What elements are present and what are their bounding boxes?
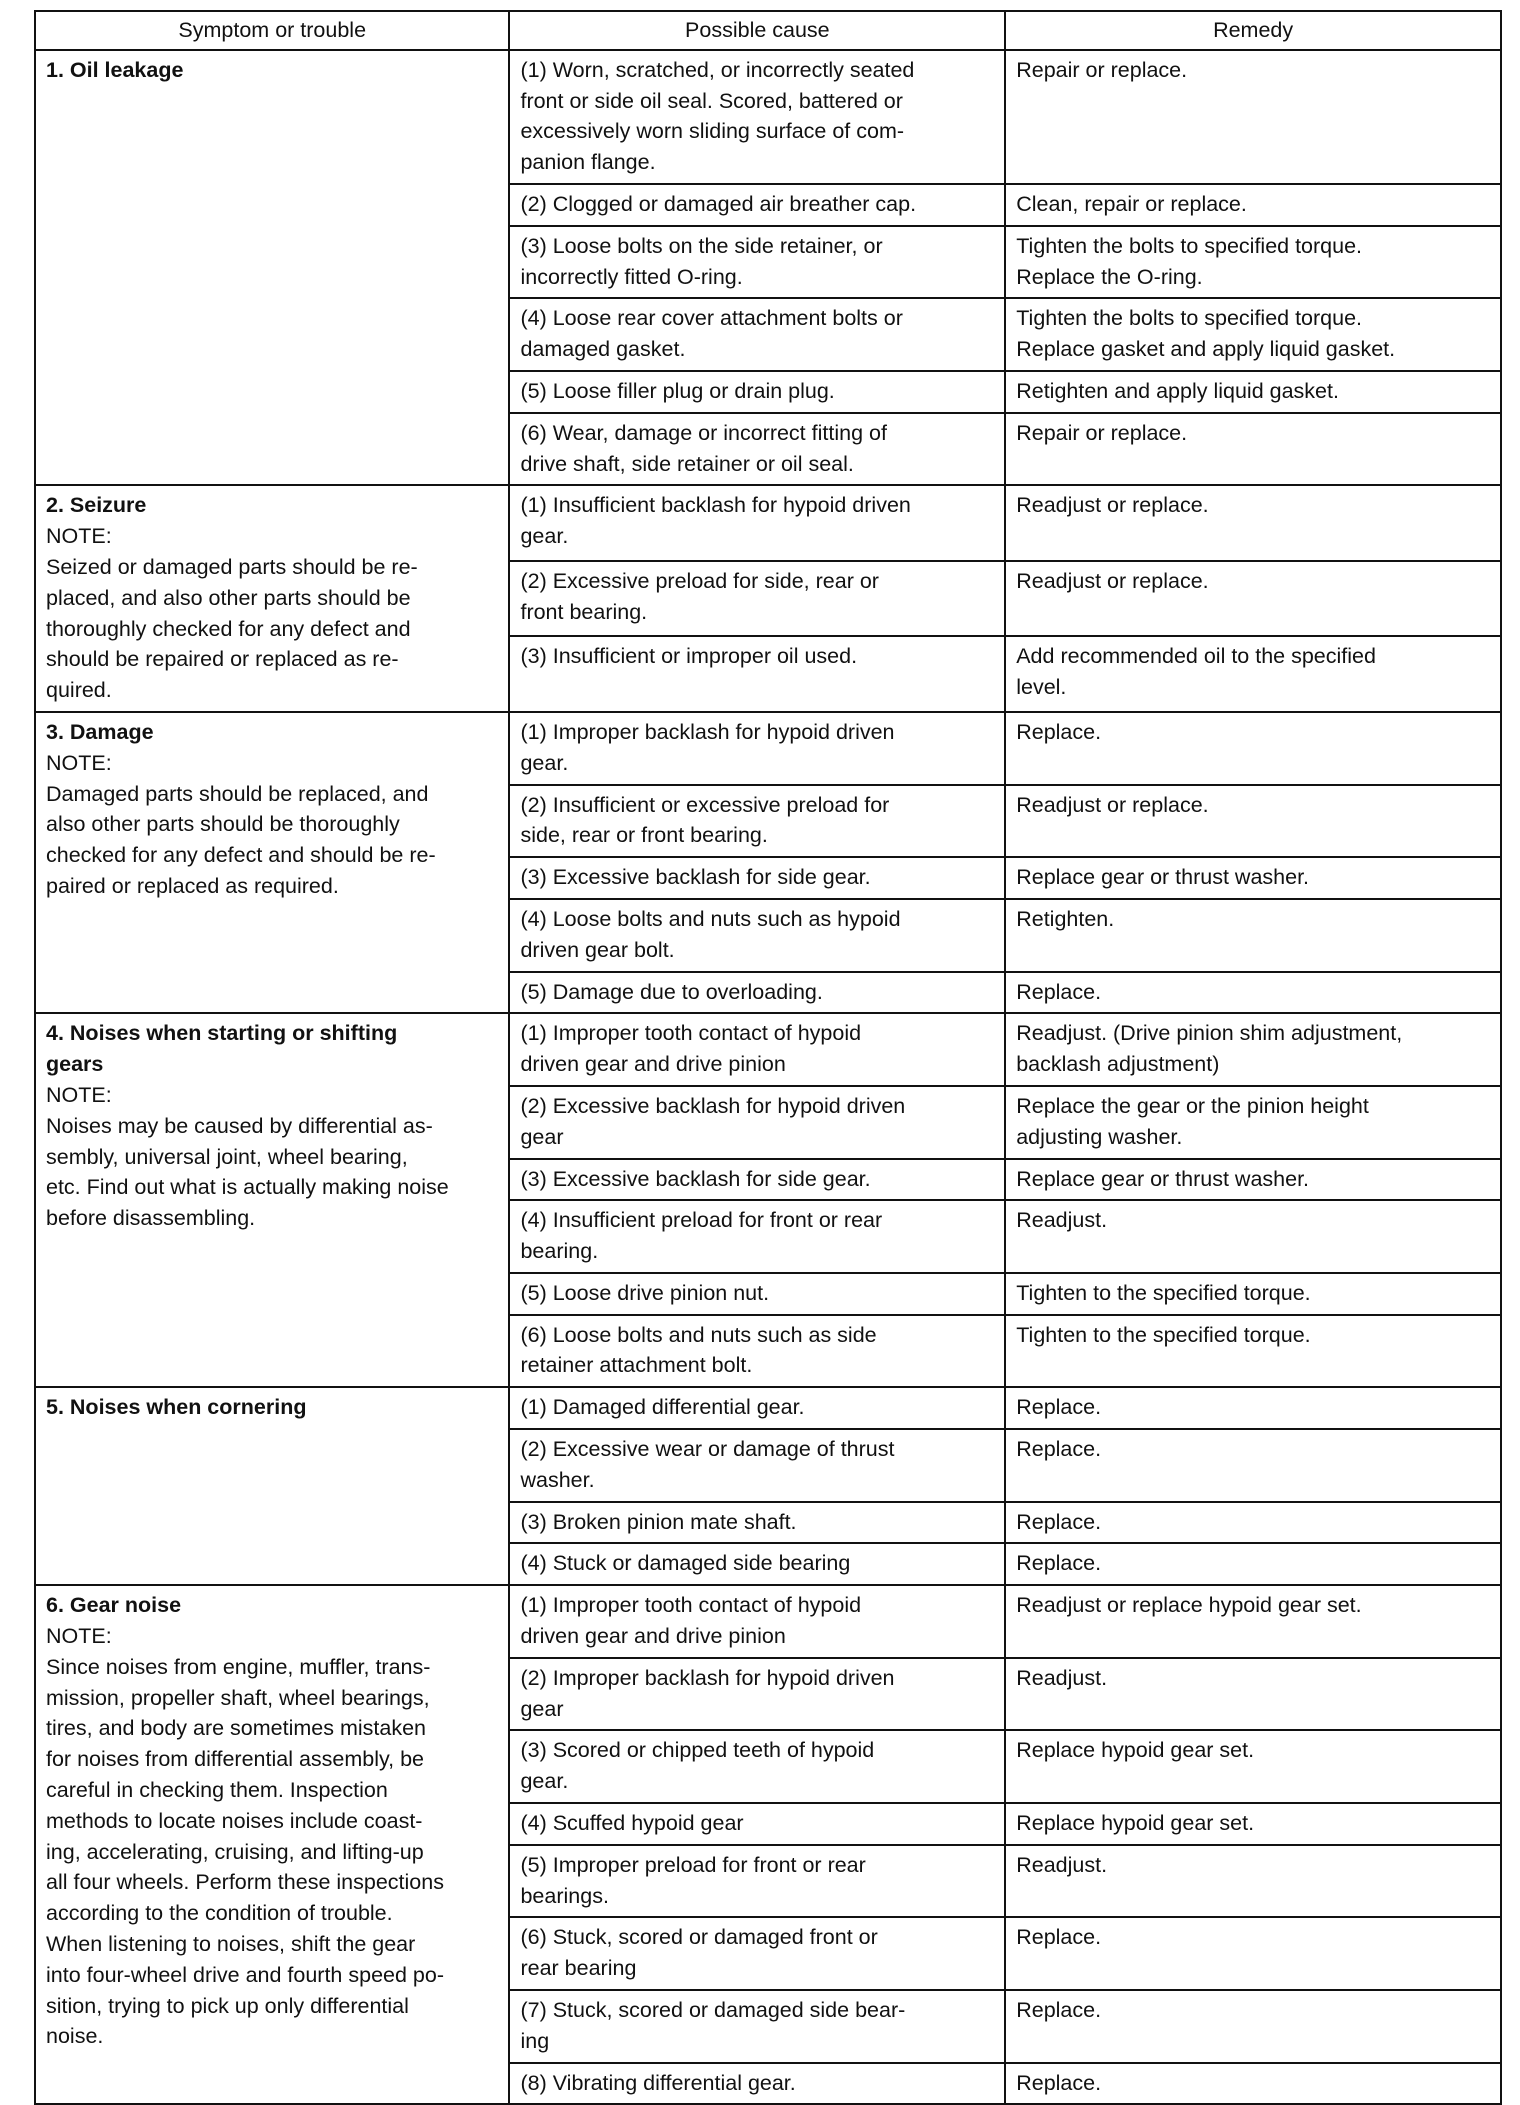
cause-cell: (4) Stuck or damaged side bearing <box>509 1543 1005 1585</box>
cause-cell: (3) Broken pinion mate shaft. <box>509 1502 1005 1544</box>
cause-cell: (4) Scuffed hypoid gear <box>509 1803 1005 1845</box>
remedy-cell: Readjust. (Drive pinion shim adjustment, backlash adjustment) <box>1005 1013 1501 1086</box>
symptom-cell <box>35 712 509 1013</box>
remedy-cell: Replace the gear or the pinion height adjusting washer. <box>1005 1086 1501 1159</box>
cause-cell: (1) Insufficient backlash for hypoid driven gear. <box>509 485 1005 561</box>
remedy-cell: Repair or replace. <box>1005 413 1501 486</box>
header-cause: Possible cause <box>509 11 1005 50</box>
remedy-cell: Replace hypoid gear set. <box>1005 1730 1501 1803</box>
cause-cell: (1) Improper backlash for hypoid driven gear. <box>509 712 1005 785</box>
note-label: NOTE: <box>46 1624 112 1649</box>
cause-cell: (4) Loose rear cover attachment bolts or damaged gasket. <box>509 298 1005 371</box>
remedy-cell: Readjust. <box>1005 1200 1501 1273</box>
symptom-cell <box>35 1585 509 2104</box>
remedy-cell: Retighten. <box>1005 899 1501 972</box>
table-row <box>35 1013 1501 1086</box>
header-remedy: Remedy <box>1005 11 1501 50</box>
cause-cell: (2) Excessive wear or damage of thrust washer. <box>509 1429 1005 1502</box>
cause-cell: (3) Scored or chipped teeth of hypoid gear. <box>509 1730 1005 1803</box>
remedy-cell: Replace. <box>1005 2063 1501 2105</box>
symptom-cell <box>35 485 509 712</box>
note-label: NOTE: <box>46 1082 112 1107</box>
cause-cell: (5) Improper preload for front or rear bearings. <box>509 1845 1005 1918</box>
header-symptom: Symptom or trouble <box>35 11 509 50</box>
table-row <box>35 712 1501 785</box>
remedy-cell: Retighten and apply liquid gasket. <box>1005 371 1501 413</box>
cause-cell: (4) Loose bolts and nuts such as hypoid driven gear bolt. <box>509 899 1005 972</box>
remedy-cell: Tighten the bolts to specified torque. Replace gasket and apply liquid gasket. <box>1005 298 1501 371</box>
note-label: NOTE: <box>46 524 112 549</box>
remedy-cell: Readjust or replace. <box>1005 785 1501 858</box>
cause-cell: (5) Damage due to overloading. <box>509 972 1005 1014</box>
symptom-title: 5. Noises when cornering <box>46 1395 307 1420</box>
remedy-cell: Repair or replace. <box>1005 50 1501 184</box>
remedy-cell: Replace. <box>1005 1917 1501 1990</box>
cause-cell: (1) Improper tooth contact of hypoid driven gear and drive pinion <box>509 1585 1005 1658</box>
note-text: Seized or damaged parts should be re- placed, and also other parts should be thoroughly checked for any defect and should be repaired or replaced as re- quired. <box>46 554 418 703</box>
remedy-cell: Readjust or replace. <box>1005 485 1501 561</box>
cause-cell: (7) Stuck, scored or damaged side bear- ing <box>509 1990 1005 2063</box>
cause-cell: (1) Damaged differential gear. <box>509 1387 1005 1429</box>
cause-cell: (2) Clogged or damaged air breather cap. <box>509 184 1005 226</box>
symptom-cell <box>35 1013 509 1387</box>
symptom-title: 4. Noises when starting or shifting gears <box>46 1021 398 1077</box>
symptom-title: 2. Seizure <box>46 493 147 518</box>
remedy-cell: Replace gear or thrust washer. <box>1005 857 1501 899</box>
cause-cell: (4) Insufficient preload for front or rear bearing. <box>509 1200 1005 1273</box>
symptom-cell <box>35 1387 509 1585</box>
table-row <box>35 1585 1501 1658</box>
symptom-title: 6. Gear noise <box>46 1593 182 1618</box>
table-row <box>35 50 1501 184</box>
remedy-cell: Readjust or replace hypoid gear set. <box>1005 1585 1501 1658</box>
note-text: Noises may be caused by differential as- sembly, universal joint, wheel bearing, etc. Find out what is actually making noise before disassembling. <box>46 1113 449 1231</box>
cause-cell: (6) Stuck, scored or damaged front or rear bearing <box>509 1917 1005 1990</box>
cause-cell: (6) Wear, damage or incorrect fitting of drive shaft, side retainer or oil seal. <box>509 413 1005 486</box>
remedy-cell: Readjust. <box>1005 1845 1501 1918</box>
cause-cell: (3) Insufficient or improper oil used. <box>509 636 1005 712</box>
remedy-cell: Tighten to the specified torque. <box>1005 1315 1501 1388</box>
cause-cell: (5) Loose drive pinion nut. <box>509 1273 1005 1315</box>
cause-cell: (6) Loose bolts and nuts such as side retainer attachment bolt. <box>509 1315 1005 1388</box>
cause-cell: (2) Excessive backlash for hypoid driven gear <box>509 1086 1005 1159</box>
table-row <box>35 485 1501 561</box>
symptom-title: 1. Oil leakage <box>46 57 184 82</box>
remedy-cell: Add recommended oil to the specified level. <box>1005 636 1501 712</box>
cause-cell: (3) Excessive backlash for side gear. <box>509 857 1005 899</box>
cause-cell: (2) Insufficient or excessive preload for side, rear or front bearing. <box>509 785 1005 858</box>
cause-cell: (8) Vibrating differential gear. <box>509 2063 1005 2105</box>
remedy-cell: Replace hypoid gear set. <box>1005 1803 1501 1845</box>
remedy-cell: Replace. <box>1005 1387 1501 1429</box>
symptom-title: 3. Damage <box>46 719 154 744</box>
table-row <box>35 1387 1501 1429</box>
remedy-cell: Replace. <box>1005 972 1501 1014</box>
remedy-cell: Readjust. <box>1005 1658 1501 1731</box>
note-text: Damaged parts should be replaced, and also other parts should be thoroughly checked for any defect and should be re- paired or replaced as required. <box>46 781 436 898</box>
remedy-cell: Replace. <box>1005 712 1501 785</box>
remedy-cell: Replace. <box>1005 1429 1501 1502</box>
cause-cell: (1) Improper tooth contact of hypoid driven gear and drive pinion <box>509 1013 1005 1086</box>
remedy-cell: Clean, repair or replace. <box>1005 184 1501 226</box>
remedy-cell: Replace gear or thrust washer. <box>1005 1159 1501 1201</box>
remedy-cell: Replace. <box>1005 1502 1501 1544</box>
cause-cell: (5) Loose filler plug or drain plug. <box>509 371 1005 413</box>
symptom-cell <box>35 50 509 486</box>
cause-cell: (3) Excessive backlash for side gear. <box>509 1159 1005 1201</box>
troubleshooting-table <box>34 10 1502 2105</box>
header-row <box>35 11 1501 50</box>
cause-cell: (2) Excessive preload for side, rear or front bearing. <box>509 561 1005 637</box>
remedy-cell: Readjust or replace. <box>1005 561 1501 637</box>
note-label: NOTE: <box>46 750 112 775</box>
cause-cell: (3) Loose bolts on the side retainer, or incorrectly fitted O-ring. <box>509 226 1005 299</box>
remedy-cell: Tighten the bolts to specified torque. Replace the O-ring. <box>1005 226 1501 299</box>
remedy-cell: Replace. <box>1005 1543 1501 1585</box>
table-body <box>35 50 1501 2105</box>
remedy-cell: Replace. <box>1005 1990 1501 2063</box>
cause-cell: (2) Improper backlash for hypoid driven gear <box>509 1658 1005 1731</box>
cause-cell: (1) Worn, scratched, or incorrectly seated front or side oil seal. Scored, battered or excessively worn sliding surface of com- panion flange. <box>509 50 1005 184</box>
note-text: Since noises from engine, muffler, trans- mission, propeller shaft, wheel bearings, tires, and body are sometimes mistaken for noises from differential assembly, be careful in checking them. Inspection methods to locate noises include coast- ing, accelerating, cruising, and lifting-up all four wheels. Perform these inspections according to the condition of trouble. When listening to noises, shift the gear into four-wheel drive and fourth speed po- sition, trying to pick up only differential noise. <box>46 1654 444 2049</box>
remedy-cell: Tighten to the specified torque. <box>1005 1273 1501 1315</box>
